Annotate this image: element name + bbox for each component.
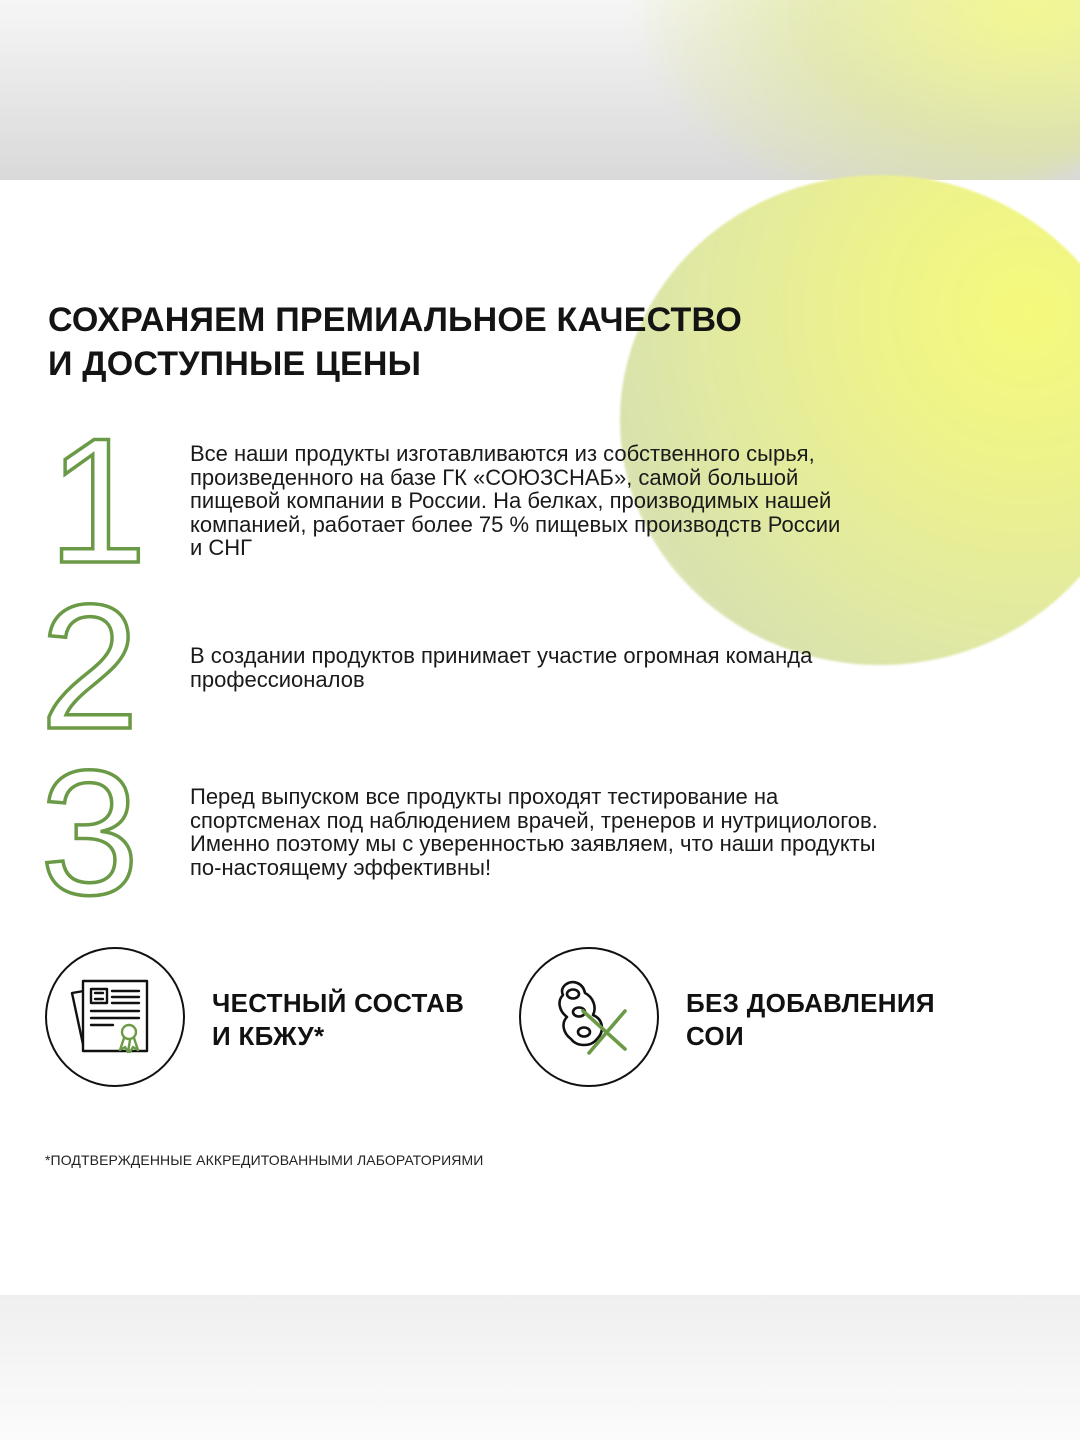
feature-2-line-1: БЕЗ ДОБАВЛЕНИЯ bbox=[686, 988, 935, 1018]
point-1-line-5: и СНГ bbox=[190, 535, 253, 560]
point-1-line-2: произведенного на базе ГК «СОЮЗСНАБ», самой большой bbox=[190, 464, 799, 490]
point-3-number bbox=[40, 733, 160, 932]
feature-no-soy-label bbox=[686, 987, 935, 1053]
page-title-line-1: СОХРАНЯЕМ ПРЕМИАЛЬНОЕ КАЧЕСТВО bbox=[48, 301, 743, 339]
point-3-number-glyph: 3 bbox=[40, 733, 139, 932]
point-1-line-4: компанией, работает более 75 % пищевых производств России bbox=[190, 511, 841, 537]
point-1-text bbox=[190, 442, 1030, 560]
footnote: *ПОДТВЕРЖДЕННЫЕ АККРЕДИТОВАННЫМИ ЛАБОРАТОРИЯМИ bbox=[45, 1152, 484, 1168]
top-glow bbox=[640, 0, 1080, 180]
point-3-line-4: по-настоящему эффективны! bbox=[190, 854, 492, 880]
decorative-sphere bbox=[620, 175, 1080, 665]
point-1-line-1: Все наши продукты изготавливаются из собственного сырья, bbox=[190, 441, 815, 466]
certificate-document-icon bbox=[45, 947, 185, 1087]
point-2-line-1: В создании продуктов принимает участие огромная команда bbox=[190, 643, 813, 668]
no-soy-icon bbox=[519, 947, 659, 1087]
point-3-line-1: Перед выпуском все продукты проходят тестирование на bbox=[190, 784, 779, 809]
point-2-number-glyph: 2 bbox=[40, 567, 139, 766]
point-1-number-glyph: 1 bbox=[48, 401, 147, 600]
page-title-line-2: И ДОСТУПНЫЕ ЦЕНЫ bbox=[48, 345, 422, 383]
feature-1-line-1: ЧЕСТНЫЙ СОСТАВ bbox=[212, 988, 465, 1018]
page-title bbox=[48, 298, 948, 386]
feature-honest-composition-label bbox=[212, 987, 464, 1053]
point-3-text bbox=[190, 785, 1030, 879]
point-2-text bbox=[190, 644, 1030, 691]
feature-2-line-2: СОИ bbox=[686, 1021, 744, 1051]
point-2-line-2: профессионалов bbox=[190, 666, 365, 692]
point-3-line-3: Именно поэтому мы с уверенностью заявляем, что наши продукты bbox=[190, 831, 876, 856]
feature-1-line-2: И КБЖУ* bbox=[212, 1021, 325, 1051]
point-1-line-3: пищевой компании в России. На белках, производимых нашей bbox=[190, 488, 832, 513]
point-1-number bbox=[48, 401, 168, 600]
bottom-gradient-band bbox=[0, 1295, 1080, 1440]
point-2-number bbox=[40, 567, 160, 766]
point-3-line-2: спортсменах под наблюдением врачей, тренеров и нутрициологов. bbox=[190, 807, 878, 833]
top-gradient-band bbox=[0, 0, 1080, 180]
